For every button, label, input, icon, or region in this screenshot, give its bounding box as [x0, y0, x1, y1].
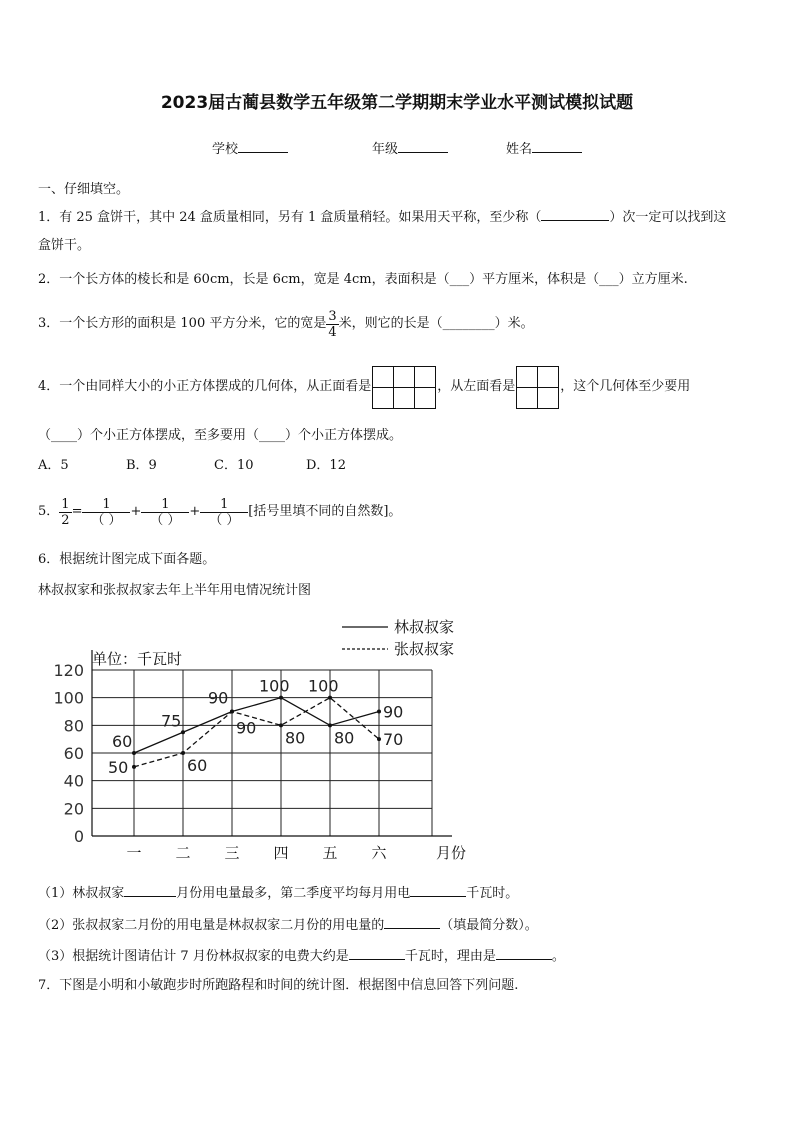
data-label: 75	[161, 711, 182, 731]
data-label: 90	[208, 688, 229, 708]
q4-text-d: （____）个小正方体摆成，至多要用（____）个小正方体摆成。	[38, 428, 403, 443]
q5-frac-2-num: 1	[141, 497, 189, 513]
q5-half	[59, 497, 71, 528]
y-tick-label: 80	[63, 716, 84, 736]
q5-num: 1	[61, 496, 70, 512]
y-tick-labels	[53, 661, 84, 846]
question-4	[38, 366, 690, 408]
x-tick-labels	[126, 844, 387, 862]
q5-frac-1-num: 1	[82, 497, 130, 513]
q5-frac-2-den: （ ）	[150, 512, 181, 528]
data-point	[328, 696, 332, 700]
x-tick-label: 三	[224, 844, 240, 862]
data-point	[377, 710, 381, 714]
option-c[interactable]: C．10	[214, 458, 254, 473]
option-d[interactable]: D．12	[306, 458, 346, 473]
q5-frac-2[interactable]	[141, 497, 189, 528]
data-point	[377, 737, 381, 741]
q3-text-b: 米，则它的长是（________）米。	[338, 316, 534, 331]
side-view-figure	[516, 366, 559, 409]
q1-text-b: ）次一定可以找到这	[609, 210, 727, 225]
q6-sub3-blank1[interactable]	[349, 947, 405, 960]
q6-sub1-blank1[interactable]	[124, 884, 176, 897]
data-point	[132, 751, 136, 755]
q6-sub3	[38, 947, 565, 965]
q5-plus-1: +	[130, 504, 142, 519]
q4-text-a: 4．一个由同样大小的小正方体摆成的几何体，从正面看是	[38, 379, 372, 394]
q5-frac-3-num: 1	[200, 497, 248, 513]
page-title: 2023届古蔺县数学五年级第二学期期末学业水平测试模拟试题	[160, 93, 634, 113]
data-label: 80	[334, 728, 355, 748]
q1-text-a: 1．有 25 盒饼干，其中 24 盒质量相同，另有 1 盒质量稍轻。如果用天平称，至少称（	[38, 210, 542, 225]
data-label: 70	[383, 730, 404, 750]
x-axis-label: 月份	[436, 844, 467, 862]
legend-label: 张叔叔家	[394, 640, 455, 658]
q6-sub1-blank2[interactable]	[410, 884, 466, 897]
grade-label: 年级	[372, 142, 399, 157]
q1-blank[interactable]	[541, 208, 609, 221]
question-5	[38, 490, 401, 534]
q6-sub2	[38, 916, 538, 934]
option-b[interactable]: B．9	[126, 458, 157, 473]
option-a[interactable]: A．5	[38, 458, 69, 473]
school-field[interactable]	[212, 140, 288, 158]
q6-sub3-c: 。	[551, 949, 565, 964]
grade-field[interactable]	[372, 140, 448, 158]
q6-sub1-a: （1）林叔叔家	[38, 886, 125, 901]
q6-sub3-blank2[interactable]	[496, 947, 552, 960]
data-label: 60	[187, 756, 208, 775]
name-field[interactable]	[506, 140, 582, 158]
q5-plus-2: +	[189, 504, 201, 519]
q5-frac-3[interactable]	[200, 497, 248, 528]
school-label: 学校	[212, 142, 239, 157]
question-2: 2．一个长方体的棱长和是 60cm，长是 6cm，宽是 4cm，表面积是（___）平方厘米，体积是（___）立方厘米.	[38, 272, 688, 287]
q6-sub1-b: 月份用电量最多，第二季度平均每月用电	[176, 886, 411, 901]
y-tick-label: 40	[63, 771, 84, 791]
q6-sub3-b: 千瓦时，理由是	[404, 949, 496, 964]
q5-frac-3-den: （ ）	[209, 512, 240, 528]
chart-series	[108, 677, 403, 777]
data-label: 90	[236, 718, 257, 738]
data-point	[181, 751, 185, 755]
q4-options	[38, 458, 366, 474]
q3-fraction	[326, 309, 338, 340]
data-point	[132, 765, 136, 769]
name-label: 姓名	[506, 142, 533, 157]
unit-label: 单位：千瓦时	[92, 650, 183, 668]
data-label: 100	[308, 676, 339, 696]
data-point	[279, 723, 283, 727]
q4-text-b: ，从左面看是	[437, 379, 516, 394]
q3-den: 4	[328, 324, 337, 340]
legend-label: 林叔叔家	[394, 618, 455, 636]
x-tick-label: 一	[126, 844, 142, 862]
front-view-figure	[372, 366, 436, 409]
x-tick-label: 二	[175, 844, 191, 862]
q5-eq: =	[71, 504, 83, 519]
q5-den: 2	[61, 512, 70, 528]
y-tick-label: 0	[73, 827, 84, 846]
data-point	[230, 710, 234, 714]
q5-frac-1-den: （ ）	[91, 512, 122, 528]
chart-legend	[342, 618, 454, 658]
y-tick-label: 20	[63, 799, 84, 819]
q1-text-c: 盒饼干。	[38, 238, 91, 253]
data-point	[328, 723, 332, 727]
data-point	[279, 696, 283, 700]
data-label: 100	[259, 676, 290, 696]
x-tick-label: 六	[371, 844, 387, 862]
q5-frac-1[interactable]	[82, 497, 130, 528]
q6-sub3-a: （3）根据统计图请估计 7 月份林叔叔家的电费大约是	[38, 949, 349, 964]
y-tick-label: 120	[53, 661, 84, 680]
q5-note: [括号里填不同的自然数]。	[248, 504, 402, 519]
q4-text-c: ，这个几何体至少要用	[560, 379, 691, 394]
chart-title: 林叔叔家和张叔叔家去年上半年用电情况统计图	[38, 583, 312, 598]
q6-sub1-c: 千瓦时。	[466, 886, 519, 901]
q6-sub2-a: （2）张叔叔家二月份的用电量是林叔叔家二月份的用电量的	[38, 918, 385, 933]
question-7: 7．下图是小明和小敏跑步时所跑路程和时间的统计图．根据图中信息回答下列问题.	[38, 978, 519, 993]
data-label: 80	[285, 728, 306, 748]
section-heading: 一、仔细填空。	[38, 182, 130, 197]
data-label: 90	[383, 702, 404, 722]
data-label: 60	[112, 732, 133, 751]
electricity-line-chart	[36, 612, 486, 867]
question-1	[38, 208, 726, 226]
x-tick-label: 四	[273, 844, 289, 862]
y-tick-label: 100	[53, 688, 84, 708]
q5-label: 5．	[38, 504, 60, 519]
q3-num: 3	[328, 308, 337, 324]
q6-sub2-b: （填最简分数）。	[440, 918, 538, 933]
data-point	[181, 730, 185, 734]
data-label: 50	[108, 757, 129, 777]
q3-text-a: 3．一个长方形的面积是 100 平方分米，它的宽是	[38, 316, 327, 331]
question-6: 6．根据统计图完成下面各题。	[38, 552, 216, 567]
y-tick-label: 60	[63, 744, 84, 763]
q6-sub1	[38, 884, 518, 902]
x-tick-label: 五	[322, 844, 338, 862]
q6-sub2-blank[interactable]	[384, 916, 440, 929]
question-3	[38, 306, 534, 342]
